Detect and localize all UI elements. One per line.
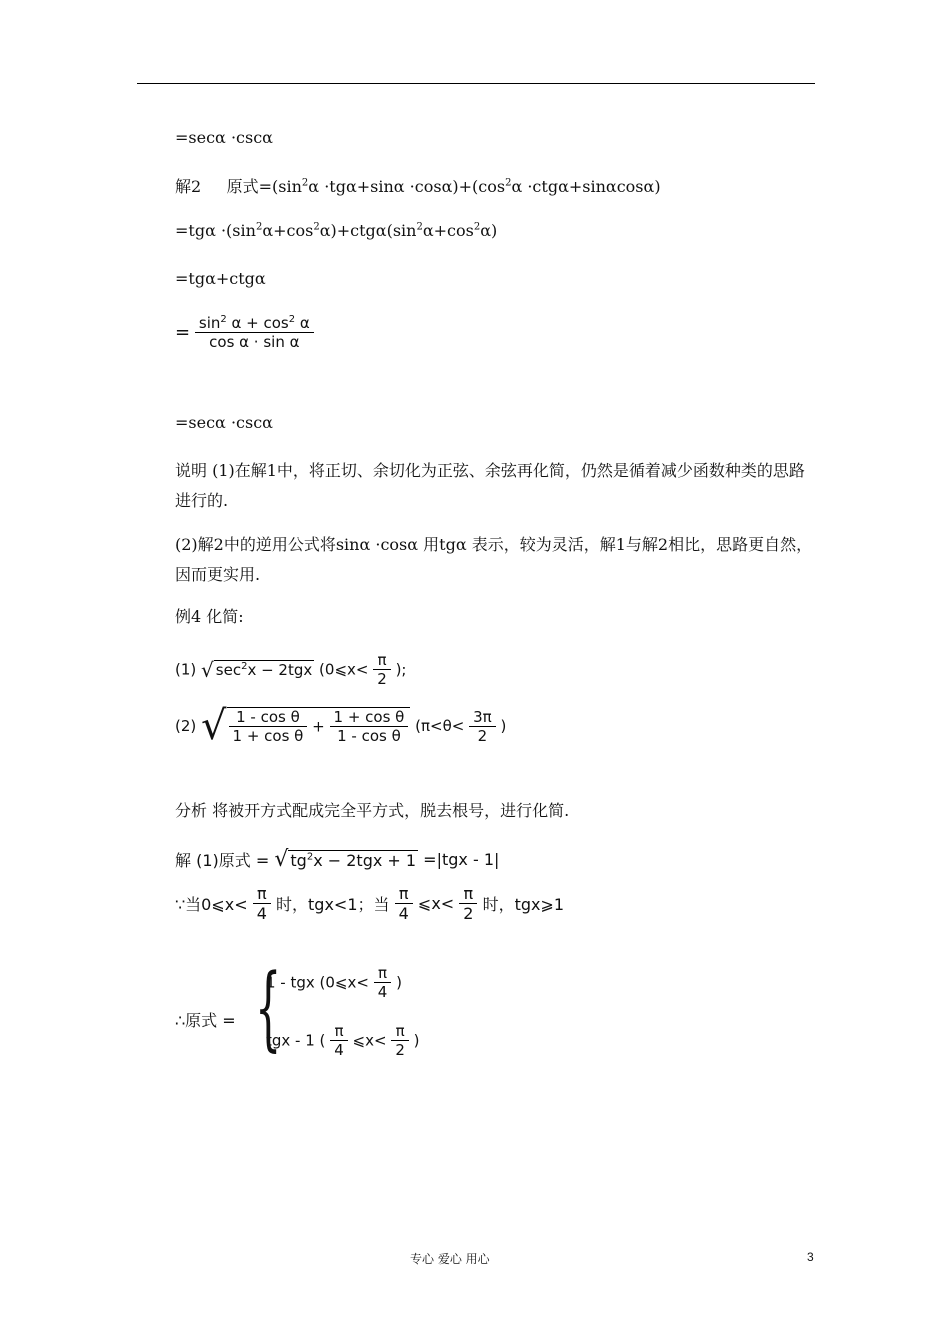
fraction-line: = $\frac{\sin^2 \alpha + \cos^2 \alpha}{\text{cos α · sin α}}$ bbox=[175, 314, 314, 351]
solution-1-line: 解 (1)原式 = √ $tg^2x - 2tgx + 1 =|tgx - 1|$ bbox=[175, 847, 500, 872]
fraction-sin-cos: $\frac{\sin^2 \alpha + \cos^2 \alpha}{\text{cos α · sin α}}$ bbox=[195, 314, 314, 351]
sqrt-sec: √ $\sec^2x - 2tgx$ bbox=[201, 657, 313, 682]
sqrt-cos-sum: √ $\frac{\text{1 - cos θ}}{\text{1 + cos θ}}$ + $\frac{\text{1 + cos θ}}{\text{1 - cos θ}}$ bbox=[201, 706, 410, 746]
solution-2-label: 解2 bbox=[175, 177, 202, 196]
example-part-1: (1) √ $\sec^2x - 2tgx$ (0⩽x< $\frac{\pi}{2}$ ); bbox=[175, 651, 407, 688]
page-number: 3 bbox=[807, 1250, 814, 1264]
case-1: 1 - tgx (0⩽x< $\frac{\pi}{4}$ ) bbox=[266, 964, 402, 1001]
example-4-title: 例4 化简: bbox=[175, 607, 244, 626]
analysis-line: 分析 将被开方式配成完全平方式，脱去根号，进行化简. bbox=[175, 801, 570, 820]
explain-para-2: (2)解2中的逆用公式将sinα ·cosα 用tgα 表示，较为灵活，解1与解2相比，思路更自然，因而更实用. bbox=[175, 535, 813, 584]
footer-slogan: 专心 爱心 用心 bbox=[410, 1252, 490, 1266]
header-rule bbox=[137, 83, 815, 84]
example-part-2: (2) √ $\frac{\text{1 - cos θ}}{\text{1 + cos θ}}$ + $\frac{\text{1 + cos θ}}{\text{1 - cos θ}}$ (π<θ< $\frac{3\pi}{2}$ ) bbox=[175, 703, 507, 749]
line-sec-csc-2: =secα ·cscα bbox=[175, 413, 273, 432]
explain-para-1: 说明 (1)在解1中，将正切、余切化为正弦、余弦再化简，仍然是循着减少函数种类的思路进行的. bbox=[175, 461, 805, 510]
line-sec-csc-1: =secα ·cscα bbox=[175, 128, 273, 147]
case-2: tgx - 1 ( $\frac{\pi}{4}$ ⩽x< $\frac{\pi}{2}$ ) bbox=[266, 1022, 420, 1059]
therefore-label: ∴原式 = bbox=[175, 1011, 236, 1030]
because-line: ∵当0⩽x< $\frac{\pi}{4}$ 时，tgx<1；当 $\frac{\pi}{4}$ ⩽x< $\frac{\pi}{2}$ 时，tgx⩾1 bbox=[175, 884, 565, 923]
left-brace: { bbox=[255, 954, 282, 1061]
solution-2-line: 解2 原式$=(\sin^2\alpha \cdot tg\alpha+\sin\alpha \cdot\cos\alpha)+(\cos^2\alpha \cdot ctg\alpha+\sin\alpha\cos\alpha)$ bbox=[175, 177, 661, 196]
line-tg-plus-ctg: =tgα+ctgα bbox=[175, 269, 266, 288]
line-tg-factor: $=tg\alpha \cdot(\sin^2\alpha+\cos^2\alpha)+ctg\alpha(\sin^2\alpha+\cos^2\alpha)$ bbox=[175, 221, 498, 240]
